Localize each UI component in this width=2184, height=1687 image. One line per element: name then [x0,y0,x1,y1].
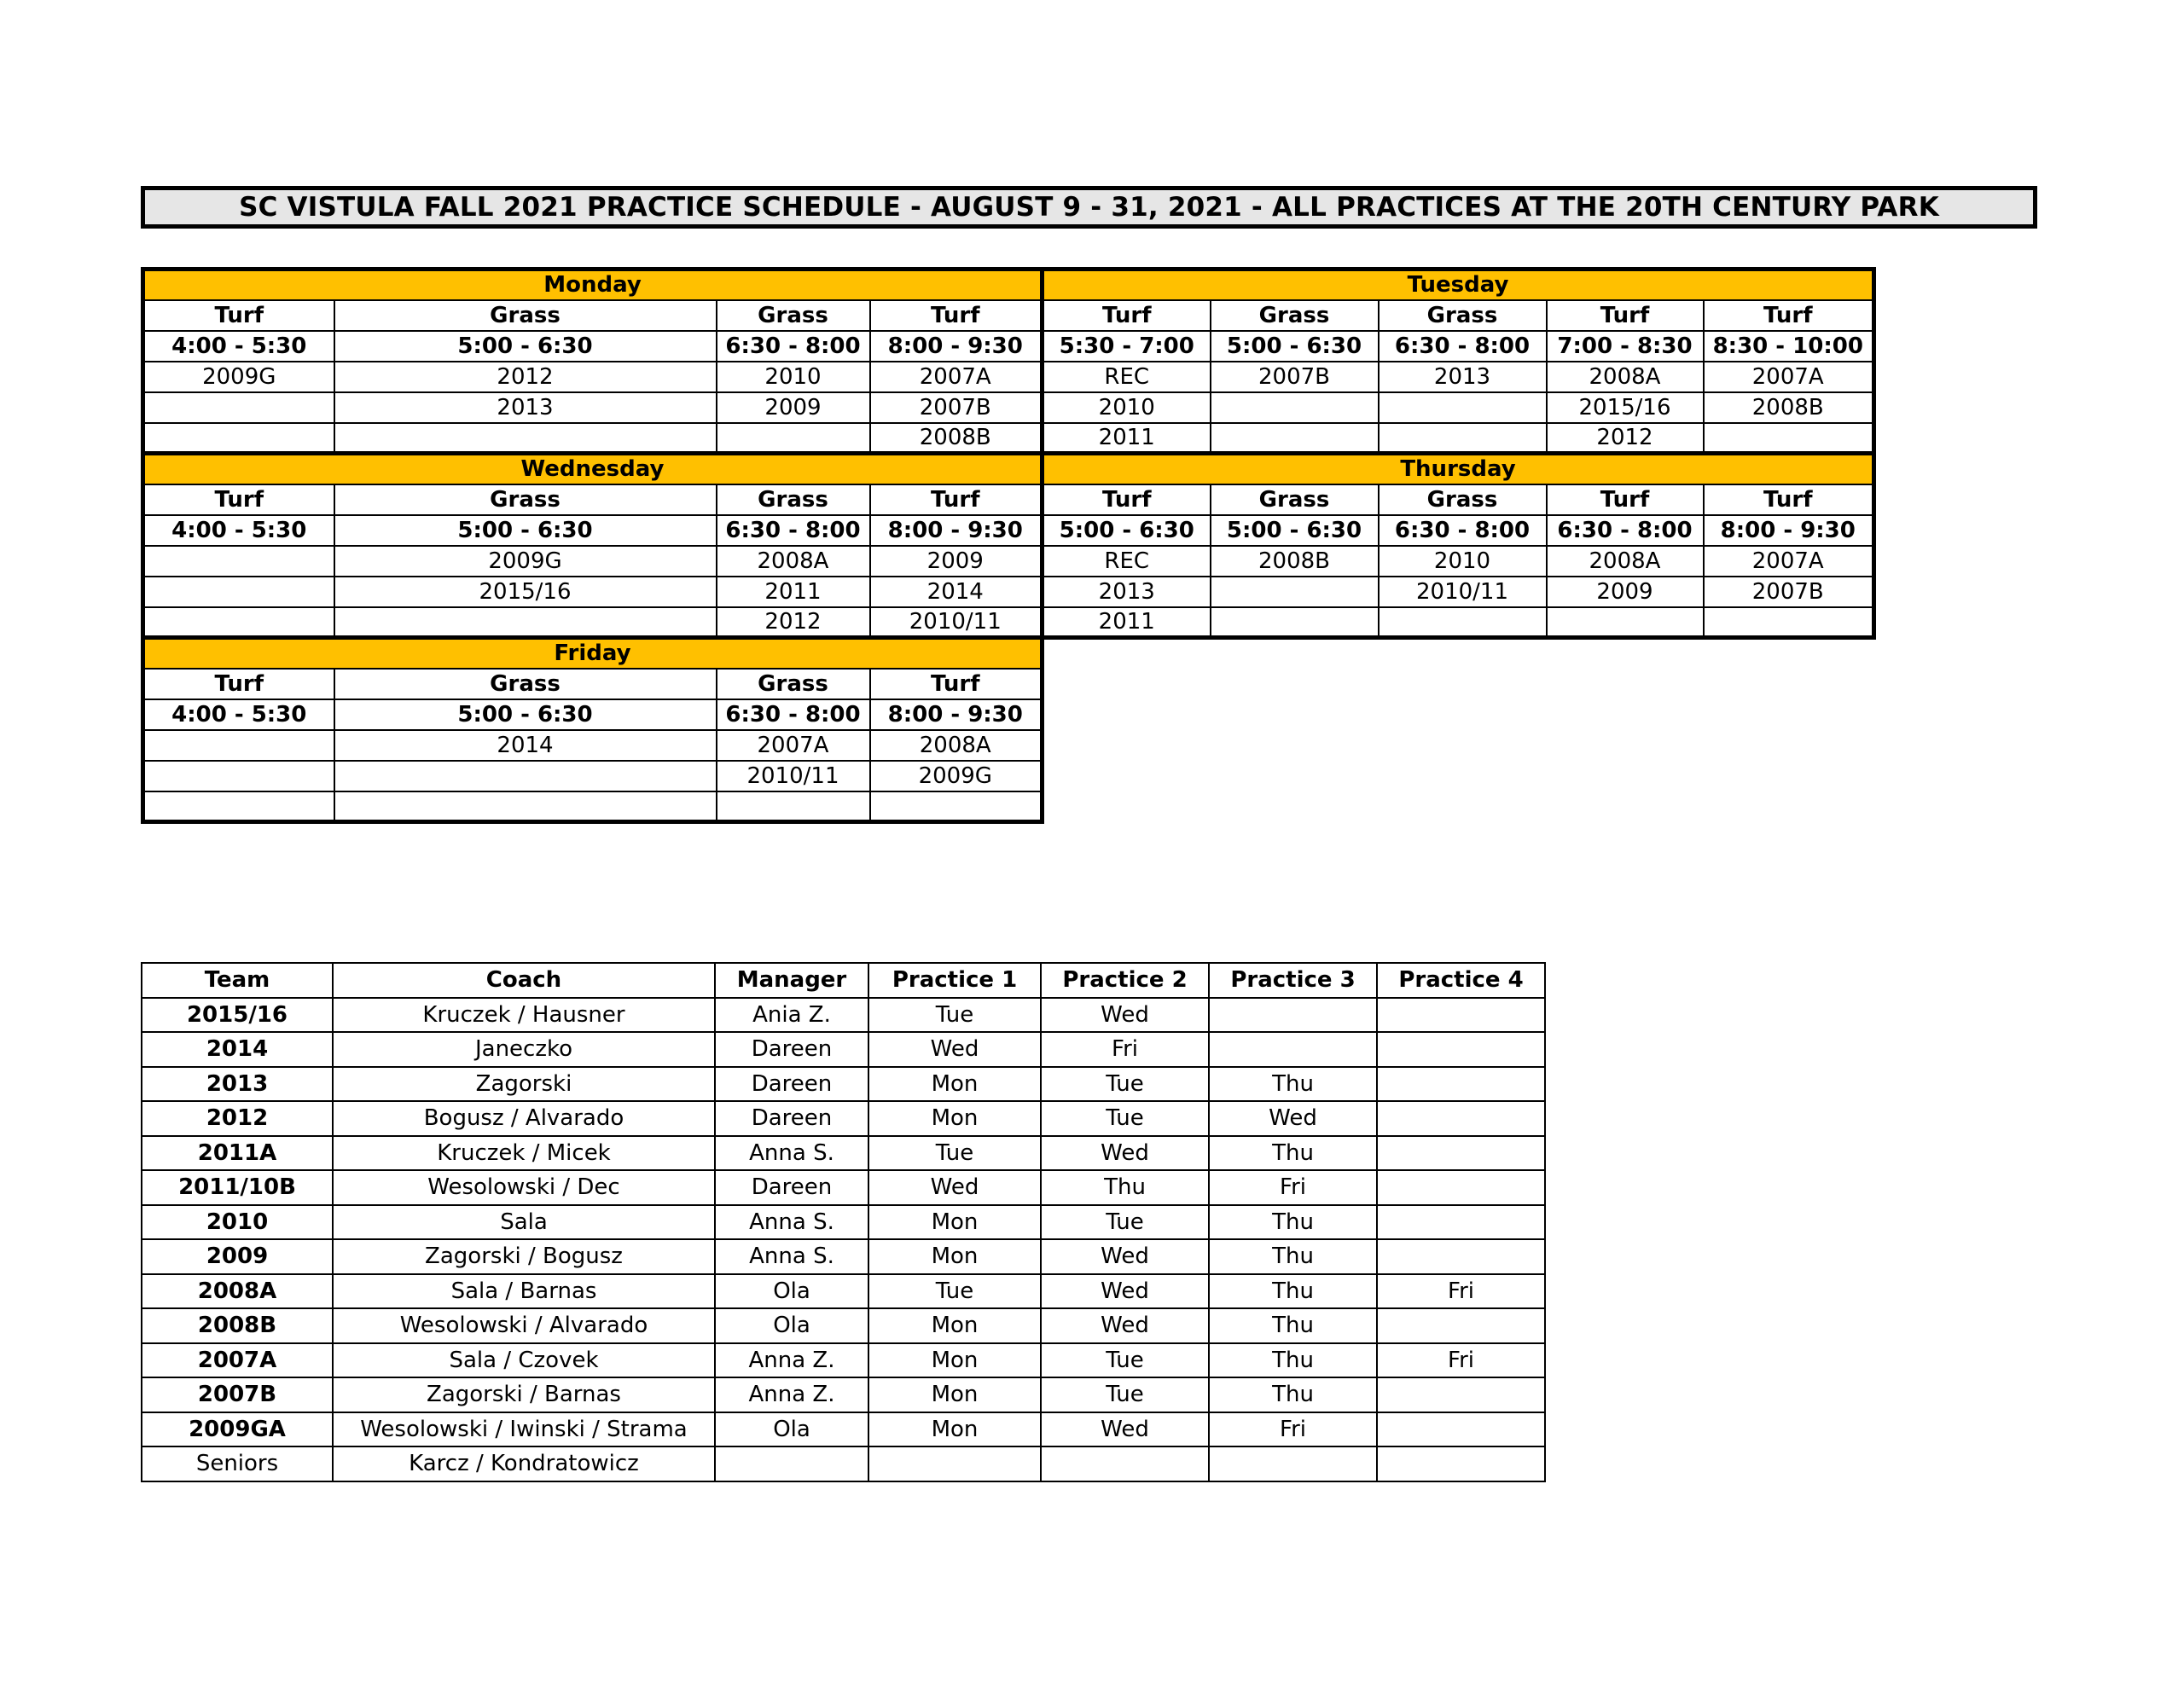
wednesday-times-row [143,515,1874,546]
wednesday-team-cell: 2014 [870,577,1043,607]
tuesday-team-cell: 2013 [1379,362,1547,392]
practice-2-cell: Tue [1041,1343,1209,1378]
manager-cell: Dareen [715,1101,868,1136]
friday-team-cell: 2008A [870,730,1043,761]
monday-field-label: Turf [143,300,334,331]
team-cell: 2007B [142,1377,333,1412]
coach-cell: Wesolowski / Dec [333,1170,715,1205]
practice-4-cell [1377,1136,1545,1171]
team-cell: 2010 [142,1205,333,1240]
monday-team-cell [717,423,870,454]
wednesday-team-cell: 2009 [870,546,1043,577]
team-cell: Seniors [142,1446,333,1481]
practice-3-cell: Thu [1209,1239,1377,1274]
friday-team-cell [870,791,1043,822]
team-cell: 2008A [142,1274,333,1309]
thursday-team-cell [1211,577,1379,607]
thursday-time-label: 6:30 - 8:00 [1379,515,1547,546]
practice-3-cell [1209,1032,1377,1067]
wednesday-team-cell [334,607,717,638]
tuesday-team-cell: 2007A [1704,362,1874,392]
monday-time-label: 6:30 - 8:00 [717,331,870,362]
friday-team-cell [334,761,717,791]
table-row [142,1308,1545,1343]
monday-team-cell: 2009G [143,362,334,392]
monday-times-row [143,331,1874,362]
manager-cell: Ania Z. [715,998,868,1033]
wednesday-team-cell [143,577,334,607]
practice-1-cell: Mon [868,1308,1041,1343]
thursday-team-cell: REC [1043,546,1211,577]
wednesday-team-cell: 2011 [717,577,870,607]
table-row [142,1067,1545,1102]
team-cell: 2014 [142,1032,333,1067]
manager-cell: Anna S. [715,1136,868,1171]
practice-2-cell: Tue [1041,1377,1209,1412]
practice-1-cell: Wed [868,1170,1041,1205]
team-cell: 2009GA [142,1412,333,1447]
practice-4-cell [1377,998,1545,1033]
wednesday-team-cell: 2009G [334,546,717,577]
wednesday-field-label: Turf [143,484,334,515]
table-row [142,1412,1545,1447]
thursday-time-label: 5:00 - 6:30 [1211,515,1379,546]
friday-field-label: Grass [717,669,870,699]
table-row [142,1377,1545,1412]
thursday-team-cell: 2013 [1043,577,1211,607]
table-row [142,1032,1545,1067]
practice-2-cell: Wed [1041,1274,1209,1309]
coach-cell: Wesolowski / Alvarado [333,1308,715,1343]
monday-team-cell: 2012 [334,362,717,392]
tuesday-time-label: 6:30 - 8:00 [1379,331,1547,362]
friday-time-label: 6:30 - 8:00 [717,699,870,730]
practice-1-cell: Tue [868,998,1041,1033]
friday-time-label: 8:00 - 9:30 [870,699,1043,730]
team-cell: 2012 [142,1101,333,1136]
tuesday-team-cell [1704,423,1874,454]
wednesday-time-label: 4:00 - 5:30 [143,515,334,546]
practice-4-cell [1377,1067,1545,1102]
practice-2-cell: Tue [1041,1205,1209,1240]
tuesday-time-label: 7:00 - 8:30 [1547,331,1704,362]
wednesday-day-header: Wednesday [143,454,1043,484]
wednesday-field-label: Turf [870,484,1043,515]
manager-cell: Dareen [715,1170,868,1205]
tuesday-team-cell [1379,392,1547,423]
practice-4-cell [1377,1377,1545,1412]
practice-3-cell: Thu [1209,1205,1377,1240]
coach-cell: Bogusz / Alvarado [333,1101,715,1136]
thursday-team-cell: 2010/11 [1379,577,1547,607]
wednesday-r0-row [143,546,1874,577]
teams-column-header: Manager [715,963,868,998]
team-cell: 2007A [142,1343,333,1378]
tuesday-team-cell: 2008A [1547,362,1704,392]
wednesday-field-label: Grass [334,484,717,515]
monday-day-header: Monday [143,270,1043,300]
practice-4-cell [1377,1170,1545,1205]
practice-2-cell: Wed [1041,1136,1209,1171]
tuesday-team-cell [1211,392,1379,423]
tuesday-field-label: Turf [1547,300,1704,331]
wednesday-r2-row [143,607,1874,638]
thursday-team-cell: 2008A [1547,546,1704,577]
tuesday-time-label: 5:30 - 7:00 [1043,331,1211,362]
monday-team-cell [334,423,717,454]
monday-r0-row [143,362,1874,392]
manager-cell: Ola [715,1274,868,1309]
wednesday-time-label: 6:30 - 8:00 [717,515,870,546]
practice-4-cell: Fri [1377,1343,1545,1378]
tuesday-team-cell: 2015/16 [1547,392,1704,423]
monday-team-cell: 2007A [870,362,1043,392]
manager-cell: Ola [715,1308,868,1343]
manager-cell: Dareen [715,1067,868,1102]
practice-4-cell [1377,1101,1545,1136]
practice-4-cell [1377,1032,1545,1067]
practice-1-cell: Tue [868,1136,1041,1171]
tuesday-team-cell: 2007B [1211,362,1379,392]
friday-team-cell [334,791,717,822]
tuesday-team-cell: REC [1043,362,1211,392]
practice-schedule-table [141,267,1876,824]
practice-2-cell: Tue [1041,1067,1209,1102]
wednesday-time-label: 8:00 - 9:30 [870,515,1043,546]
practice-4-cell [1377,1205,1545,1240]
monday-day-row [143,270,1874,300]
friday-day-header: Friday [143,638,1043,669]
monday-team-cell: 2013 [334,392,717,423]
team-cell: 2009 [142,1239,333,1274]
practice-3-cell [1209,1446,1377,1481]
thursday-team-cell: 2007B [1704,577,1874,607]
tuesday-time-label: 5:00 - 6:30 [1211,331,1379,362]
tuesday-team-cell [1211,423,1379,454]
thursday-field-label: Turf [1043,484,1211,515]
friday-team-cell [717,791,870,822]
page-title: SC VISTULA FALL 2021 PRACTICE SCHEDULE - AUGUST 9 - 31, 2021 - ALL PRACTICES AT THE 20TH CENTURY PARK [141,186,2037,229]
team-cell: 2013 [142,1067,333,1102]
monday-team-cell [143,392,334,423]
monday-field-label: Grass [717,300,870,331]
coach-cell: Sala / Barnas [333,1274,715,1309]
coach-cell: Sala [333,1205,715,1240]
monday-r2-row [143,423,1874,454]
practice-4-cell [1377,1239,1545,1274]
wednesday-time-label: 5:00 - 6:30 [334,515,717,546]
thursday-time-label: 5:00 - 6:30 [1043,515,1211,546]
manager-cell: Anna S. [715,1239,868,1274]
table-row [142,1446,1545,1481]
wednesday-r1-row [143,577,1874,607]
team-cell: 2015/16 [142,998,333,1033]
practice-4-cell [1377,1308,1545,1343]
coach-cell: Sala / Czovek [333,1343,715,1378]
wednesday-day-row [143,454,1874,484]
thursday-team-cell [1547,607,1704,638]
teams-header-row [142,963,1545,998]
coach-cell: Zagorski [333,1067,715,1102]
practice-2-cell [1041,1446,1209,1481]
teams-column-header: Practice 3 [1209,963,1377,998]
practice-4-cell [1377,1446,1545,1481]
friday-time-label: 4:00 - 5:30 [143,699,334,730]
manager-cell: Dareen [715,1032,868,1067]
monday-team-cell [143,423,334,454]
table-row [142,1170,1545,1205]
practice-1-cell: Mon [868,1343,1041,1378]
friday-team-cell [143,791,334,822]
coach-cell: Wesolowski / Iwinski / Strama [333,1412,715,1447]
wednesday-team-cell: 2010/11 [870,607,1043,638]
coach-cell: Zagorski / Bogusz [333,1239,715,1274]
blank-area [1043,638,1874,822]
monday-r1-row [143,392,1874,423]
thursday-time-label: 8:00 - 9:30 [1704,515,1874,546]
practice-1-cell: Mon [868,1377,1041,1412]
teams-column-header: Practice 4 [1377,963,1545,998]
wednesday-field-label: Grass [717,484,870,515]
wednesday-team-cell: 2012 [717,607,870,638]
monday-time-label: 4:00 - 5:30 [143,331,334,362]
coach-cell: Janeczko [333,1032,715,1067]
thursday-team-cell: 2011 [1043,607,1211,638]
monday-time-label: 5:00 - 6:30 [334,331,717,362]
teams-column-header: Coach [333,963,715,998]
table-row [142,1101,1545,1136]
thursday-time-label: 6:30 - 8:00 [1547,515,1704,546]
team-cell: 2011A [142,1136,333,1171]
practice-3-cell: Thu [1209,1308,1377,1343]
practice-1-cell: Wed [868,1032,1041,1067]
coach-cell: Kruczek / Hausner [333,998,715,1033]
table-row [142,1343,1545,1378]
practice-1-cell: Mon [868,1101,1041,1136]
practice-3-cell: Thu [1209,1136,1377,1171]
friday-team-cell: 2010/11 [717,761,870,791]
thursday-field-label: Turf [1547,484,1704,515]
practice-3-cell: Thu [1209,1067,1377,1102]
tuesday-field-label: Turf [1704,300,1874,331]
tuesday-team-cell: 2010 [1043,392,1211,423]
friday-team-cell: 2014 [334,730,717,761]
friday-team-cell: 2009G [870,761,1043,791]
manager-cell: Anna Z. [715,1377,868,1412]
friday-team-cell: 2007A [717,730,870,761]
thursday-team-cell: 2009 [1547,577,1704,607]
practice-3-cell: Fri [1209,1170,1377,1205]
tuesday-day-header: Tuesday [1043,270,1874,300]
tuesday-team-cell: 2012 [1547,423,1704,454]
table-row [142,1136,1545,1171]
thursday-team-cell [1379,607,1547,638]
friday-team-cell [143,761,334,791]
practice-1-cell: Mon [868,1239,1041,1274]
tuesday-field-label: Grass [1211,300,1379,331]
practice-2-cell: Fri [1041,1032,1209,1067]
practice-1-cell: Mon [868,1412,1041,1447]
manager-cell: Anna S. [715,1205,868,1240]
monday-field-label: Grass [334,300,717,331]
team-cell: 2008B [142,1308,333,1343]
friday-field-label: Turf [143,669,334,699]
practice-2-cell: Wed [1041,1308,1209,1343]
monday-team-cell: 2010 [717,362,870,392]
teams-column-header: Practice 2 [1041,963,1209,998]
tuesday-team-cell: 2011 [1043,423,1211,454]
practice-3-cell: Thu [1209,1377,1377,1412]
thursday-team-cell [1704,607,1874,638]
thursday-field-label: Turf [1704,484,1874,515]
monday-time-label: 8:00 - 9:30 [870,331,1043,362]
tuesday-field-label: Turf [1043,300,1211,331]
monday-fields-row [143,300,1874,331]
thursday-team-cell [1211,607,1379,638]
wednesday-team-cell: 2008A [717,546,870,577]
practice-2-cell: Wed [1041,1239,1209,1274]
manager-cell: Ola [715,1412,868,1447]
practice-2-cell: Wed [1041,1412,1209,1447]
tuesday-field-label: Grass [1379,300,1547,331]
practice-3-cell: Thu [1209,1343,1377,1378]
practice-1-cell: Tue [868,1274,1041,1309]
table-row [142,1274,1545,1309]
wednesday-team-cell [143,607,334,638]
practice-3-cell: Thu [1209,1274,1377,1309]
manager-cell: Anna Z. [715,1343,868,1378]
teams-column-header: Team [142,963,333,998]
thursday-day-header: Thursday [1043,454,1874,484]
monday-team-cell: 2008B [870,423,1043,454]
thursday-team-cell: 2010 [1379,546,1547,577]
table-row [142,1239,1545,1274]
friday-field-label: Grass [334,669,717,699]
monday-team-cell: 2007B [870,392,1043,423]
friday-field-label: Turf [870,669,1043,699]
tuesday-time-label: 8:30 - 10:00 [1704,331,1874,362]
coach-cell: Zagorski / Barnas [333,1377,715,1412]
monday-field-label: Turf [870,300,1043,331]
practice-2-cell: Wed [1041,998,1209,1033]
practice-3-cell: Wed [1209,1101,1377,1136]
thursday-team-cell: 2008B [1211,546,1379,577]
thursday-team-cell: 2007A [1704,546,1874,577]
practice-2-cell: Thu [1041,1170,1209,1205]
practice-1-cell: Mon [868,1067,1041,1102]
coach-cell: Kruczek / Micek [333,1136,715,1171]
table-row [142,1205,1545,1240]
wednesday-fields-row [143,484,1874,515]
practice-1-cell [868,1446,1041,1481]
practice-3-cell: Fri [1209,1412,1377,1447]
friday-day-row [143,638,1874,669]
friday-time-label: 5:00 - 6:30 [334,699,717,730]
wednesday-team-cell: 2015/16 [334,577,717,607]
practice-4-cell: Fri [1377,1274,1545,1309]
teams-table [141,962,1546,1482]
manager-cell [715,1446,868,1481]
practice-3-cell [1209,998,1377,1033]
tuesday-team-cell [1379,423,1547,454]
teams-column-header: Practice 1 [868,963,1041,998]
practice-1-cell: Mon [868,1205,1041,1240]
friday-team-cell [143,730,334,761]
practice-4-cell [1377,1412,1545,1447]
coach-cell: Karcz / Kondratowicz [333,1446,715,1481]
tuesday-team-cell: 2008B [1704,392,1874,423]
thursday-field-label: Grass [1379,484,1547,515]
monday-team-cell: 2009 [717,392,870,423]
thursday-field-label: Grass [1211,484,1379,515]
wednesday-team-cell [143,546,334,577]
team-cell: 2011/10B [142,1170,333,1205]
table-row [142,998,1545,1033]
practice-2-cell: Tue [1041,1101,1209,1136]
